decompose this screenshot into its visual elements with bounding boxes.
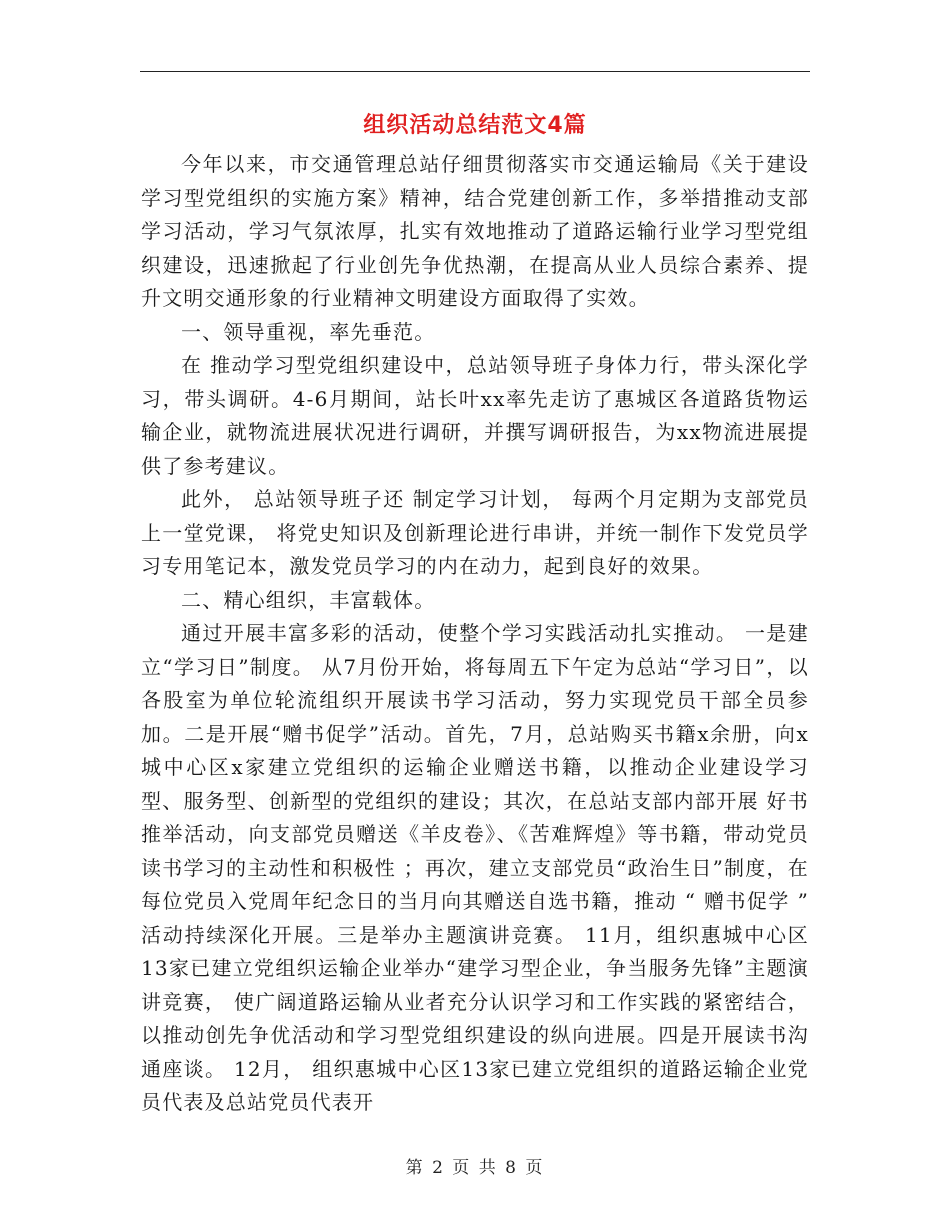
document-title: 组织活动总结范文4篇: [363, 113, 587, 138]
paragraph-leadership: 在 推动学习型党组织建设中，总站领导班子身体力行，带头深化学习，带头调研。4-6月期间，站长叶xx率先走访了惠城区各道路货物运输企业，就物流进展状况进行调研，并撰写调研报告，为xx物流进展提供了参考建议。: [141, 353, 809, 478]
paragraph-activities: 通过开展丰富多彩的活动，使整个学习实践活动扎实推动。 一是建立“学习日”制度。 从7月份开始，将每周五下午定为总站“学习日”，以各股室为单位轮流组织开展读书学习活动，努力实现党员干部全员参加。二是开展“赠书促学”活动。首先，7月，总站购买书籍x余册，向x城中心区x家建立党组织的运输企业赠送书籍，以推动企业建设学习型、服务型、创新型的党组织的建设；其次，在总站支部内部开展 好书推举活动，向支部党员赠送《羊皮卷》、《苦难辉煌》等书籍，带动党员读书学习的主动性和积极性 ；再次，建立支部党员“政治生日”制度，在每位党员入党周年纪念日的当月向其赠送自选书籍，推动 “ 赠书促学 ” 活动持续深化开展。三是举办主题演讲竞赛。 11月，组织惠城中心区13家已建立党组织运输企业举办“建学习型企业，争当服务先锋”主题演讲竞赛， 使广阔道路运输从业者充分认识学习和工作实践的紧密结合，以推动创先争优活动和学习型党组织建设的纵向进展。四是开展读书沟通座谈。 12月， 组织惠城中心区13家已建立党组织的道路运输企业党员代表及总站党员代表开: [141, 621, 809, 1114]
document-body: [141, 148, 809, 1120]
paragraph-study-plan: 此外， 总站领导班子还 制定学习计划， 每两个月定期为支部党员上一堂党课， 将党史知识及创新理论进行串讲，并统一制作下发党员学习专用笔记本，激发党员学习的内在动力，起到良好的效果。: [141, 487, 809, 578]
section-heading-2: 二、精心组织，丰富载体。: [181, 587, 436, 612]
paragraph-intro: 今年以来，市交通管理总站仔细贯彻落实市交通运输局《关于建设学习型党组织的实施方案》精神，结合党建创新工作，多举措推动支部学习活动，学习气氛浓厚，扎实有效地推动了道路运输行业学习型党组织建设，迅速掀起了行业创先争优热潮，在提高从业人员综合素养、提升文明交通形象的行业精神文明建设方面取得了实效。: [141, 152, 809, 310]
page-number: 第 2 页 共 8 页: [405, 1158, 545, 1178]
section-heading-1: 一、领导重视，率先垂范。: [181, 319, 436, 344]
header-rule: [140, 71, 810, 72]
